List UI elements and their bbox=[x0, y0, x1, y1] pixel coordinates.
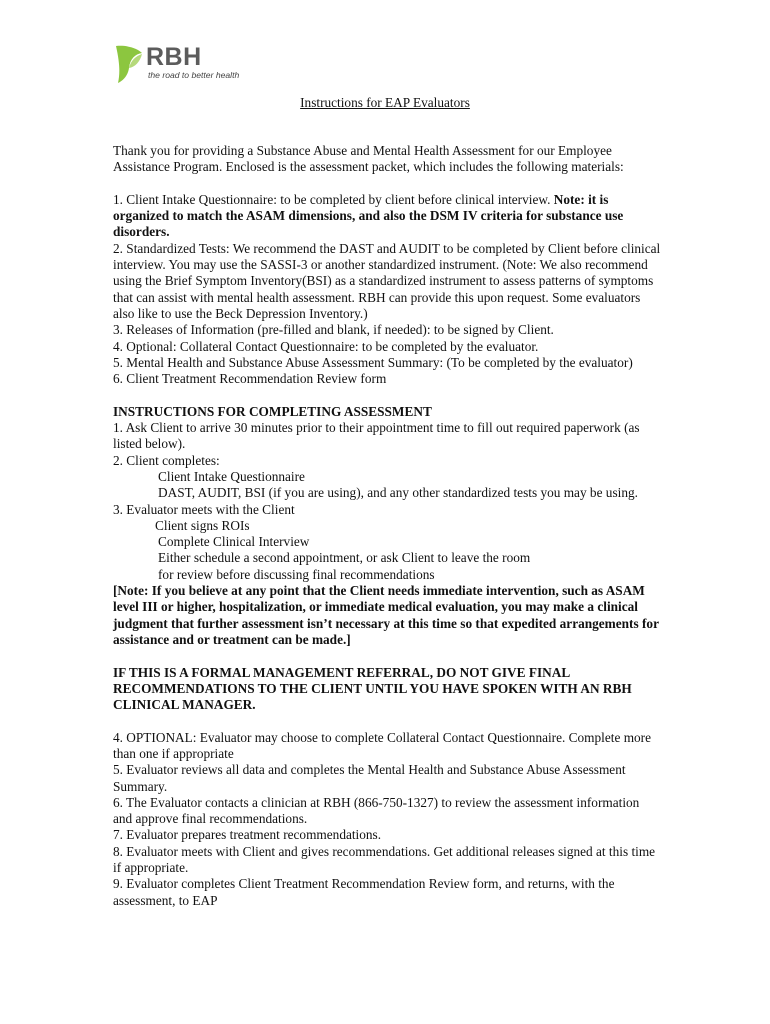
page-title: Instructions for EAP Evaluators bbox=[300, 95, 470, 110]
instructions-heading bbox=[113, 404, 661, 420]
materials-item-4: 4. Optional: Collateral Contact Questionnaire: to be completed by the evaluator. bbox=[113, 338, 539, 354]
instruction-step-2: 2. Client completes: bbox=[113, 452, 220, 468]
instruction-step-3b: Complete Clinical Interview bbox=[158, 534, 310, 550]
instruction-step-9: 9. Evaluator completes Client Treatment Recommendation Review form, and returns, with the assessment, to EAP bbox=[113, 876, 615, 908]
instructions-heading-text: INSTRUCTIONS FOR COMPLETING ASSESSMENT bbox=[113, 403, 432, 419]
intervention-note-text: [Note: If you believe at any point that the Client needs immediate intervention, such as ASAM level III or higher, hospitalization, or immediate medical evaluation, you may make a clinical judgment that further assessment isn’t necessary at this time so that expedited arrangements for assistance and or treatment can be made.] bbox=[113, 583, 659, 647]
instruction-step-6: 6. The Evaluator contacts a clinician at RBH (866-750-1327) to review the assessment information and approve final recommendations. bbox=[113, 794, 640, 827]
logo-brand: RBH bbox=[146, 43, 202, 71]
instruction-step-1: 1. Ask Client to arrive 30 minutes prior to their appointment time to fill out required paperwork (as listed below). bbox=[113, 420, 640, 452]
materials-item-1 bbox=[113, 192, 661, 241]
leaf-icon bbox=[113, 44, 145, 84]
instruction-step-7: 7. Evaluator prepares treatment recommendations. bbox=[113, 827, 382, 843]
instruction-step-8: 8. Evaluator meets with Client and gives recommendations. Get additional releases signed at this time if appropriate. bbox=[113, 843, 656, 876]
materials-item-2: 2. Standardized Tests: We recommend the DAST and AUDIT to be completed by Client before clinical interview. You may use the SASSI-3 or another standardized instrument. (Note: We also recommend using the Brief Symptom Inventory(BSI) as a standardized instrument to assess patterns of symptoms that can assist with mental health assessment. RBH can provide this upon request. Some evaluators also like to use the Beck Depression Inventory.) bbox=[113, 240, 661, 321]
materials-item-6: 6. Client Treatment Recommendation Review form bbox=[113, 371, 387, 387]
instruction-step-4: 4. OPTIONAL: Evaluator may choose to complete Collateral Contact Questionnaire. Complete more than one if appropriate bbox=[113, 729, 652, 761]
referral-warning bbox=[113, 665, 661, 714]
instruction-step-5: 5. Evaluator reviews all data and completes the Mental Health and Substance Abuse Assessment Summary. bbox=[113, 762, 626, 794]
instruction-step-2a: Client Intake Questionnaire bbox=[158, 468, 305, 484]
referral-warning-text: IF THIS IS A FORMAL MANAGEMENT REFERRAL, DO NOT GIVE FINAL RECOMMENDATIONS TO THE CLIENT UNTIL YOU HAVE SPOKEN WITH AN RBH CLINICAL MANAGER. bbox=[113, 664, 632, 713]
intro-paragraph: Thank you for providing a Substance Abuse and Mental Health Assessment for our Employee Assistance Program. Enclosed is the assessment packet, which includes the following materials: bbox=[113, 143, 624, 175]
materials-item-1-text: 1. Client Intake Questionnaire: to be completed by client before clinical interview. bbox=[113, 191, 554, 207]
rbh-logo bbox=[113, 44, 253, 84]
instruction-step-3a: Client signs ROIs bbox=[155, 517, 250, 533]
instruction-step-2b: DAST, AUDIT, BSI (if you are using), and any other standardized tests you may be using. bbox=[158, 485, 638, 501]
instruction-step-3: 3. Evaluator meets with the Client bbox=[113, 501, 295, 517]
materials-item-1-note: Note: it is organized to match the ASAM dimensions, and also the DSM IV criteria for substance use disorders. bbox=[113, 191, 624, 240]
logo-tagline: the road to better health bbox=[148, 70, 240, 80]
intervention-note bbox=[113, 583, 661, 648]
materials-item-3: 3. Releases of Information (pre-filled and blank, if needed): to be signed by Client. bbox=[113, 322, 554, 338]
document-body bbox=[113, 143, 661, 909]
instruction-step-3c: Either schedule a second appointment, or ask Client to leave the room for review before discussing final recommendations bbox=[158, 550, 531, 582]
materials-item-5: 5. Mental Health and Substance Abuse Assessment Summary: (To be completed by the evaluator) bbox=[113, 354, 633, 370]
